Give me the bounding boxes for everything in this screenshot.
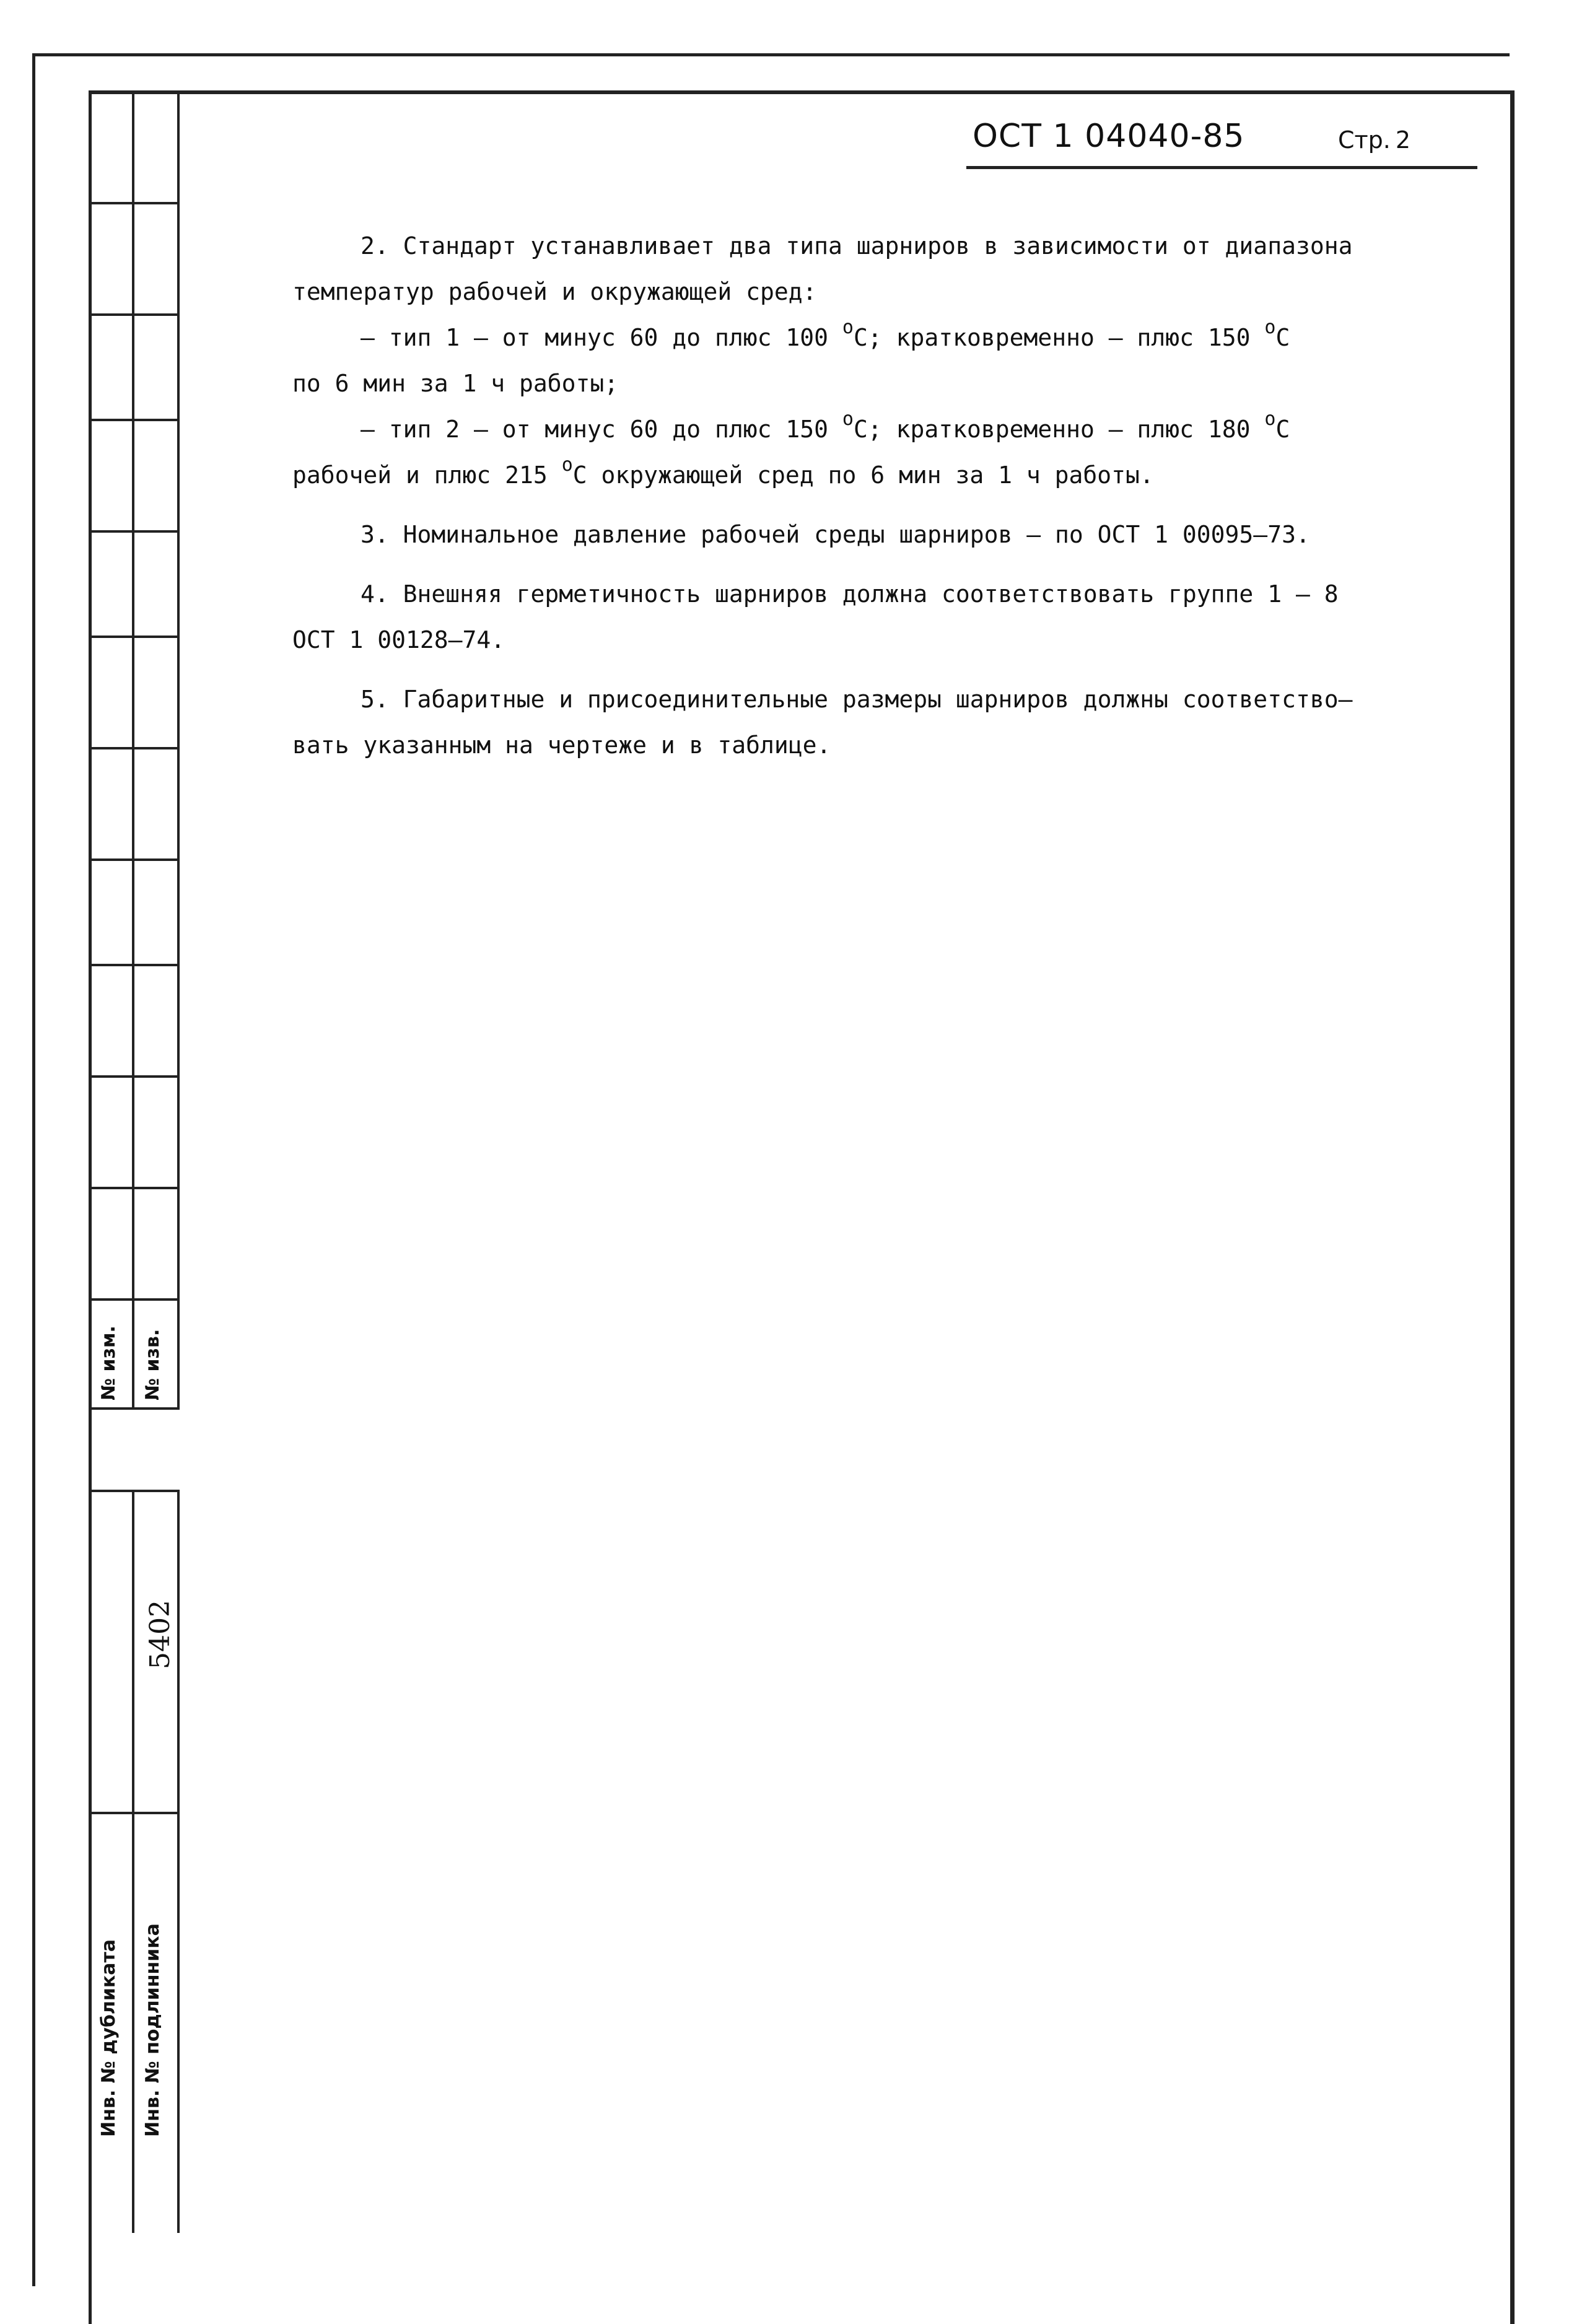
text-line: температур рабочей и окружающей сред: [292, 278, 817, 305]
text-fragment: С; кратковременно – плюс 180 [853, 416, 1251, 443]
text-line: 5. Габаритные и присоединительные размеры шарниров должны соответство– [361, 686, 1353, 713]
paragraph-5 [292, 676, 1395, 768]
text-fragment: – тип 2 – от минус 60 до плюс 150 [361, 416, 828, 443]
degree-sign: о [842, 408, 854, 430]
text-line: по 6 мин за 1 ч работы; [292, 370, 619, 397]
text-line: 4. Внешняя герметичность шарниров должна соответствовать группе 1 – 8 [361, 580, 1339, 608]
type-2-line [292, 406, 1395, 452]
label-nomer-izmeneniya: № изм. [98, 1326, 120, 1400]
text-fragment: – тип 1 – от минус 60 до плюс 100 [361, 324, 828, 351]
side-grid-upper [89, 90, 180, 1410]
label-nomer-izvescheniya: № изв. [142, 1329, 164, 1400]
text-line: вать указанным на чертеже и в таблице. [292, 732, 831, 759]
text-line: ОСТ 1 00128–74. [292, 626, 505, 653]
paragraph-4 [292, 571, 1395, 663]
degree-sign: о [1264, 317, 1276, 338]
type-2-line-2 [292, 452, 1395, 498]
document-body [292, 223, 1395, 782]
paragraph-2 [292, 223, 1395, 498]
page-number: 2 [1395, 126, 1411, 154]
inv-podlinnika-value: 5402 [144, 1600, 176, 1669]
page-header [966, 118, 1474, 171]
text-line: 2. Стандарт устанавливает два типа шарниров в зависимости от диапазона [361, 232, 1353, 260]
page-label: Стр. [1338, 126, 1391, 154]
degree-sign: о [842, 317, 854, 338]
text-fragment: С окружающей сред по 6 мин за 1 ч работы. [572, 461, 1154, 489]
text-line: 3. Номинальное давление рабочей среды шарниров – по ОСТ 1 00095–73. [361, 521, 1310, 548]
degree-sign: о [561, 454, 573, 476]
text-fragment: С [1275, 416, 1290, 443]
document-number: ОСТ 1 04040-85 [973, 118, 1245, 155]
text-fragment: С; кратковременно – плюс 150 [853, 324, 1251, 351]
label-inv-podlinnika: Инв. № подлинника [142, 1923, 164, 2137]
degree-sign: о [1264, 408, 1276, 430]
label-inv-dublikata: Инв. № дубликата [98, 1939, 120, 2137]
side-grid-lower [89, 1490, 180, 2233]
paragraph-3 [292, 512, 1395, 557]
text-fragment: С [1275, 324, 1290, 351]
type-1-line [292, 315, 1395, 360]
text-fragment: рабочей и плюс 215 [292, 461, 548, 489]
page-indicator [1338, 126, 1410, 154]
header-underline [966, 166, 1477, 169]
